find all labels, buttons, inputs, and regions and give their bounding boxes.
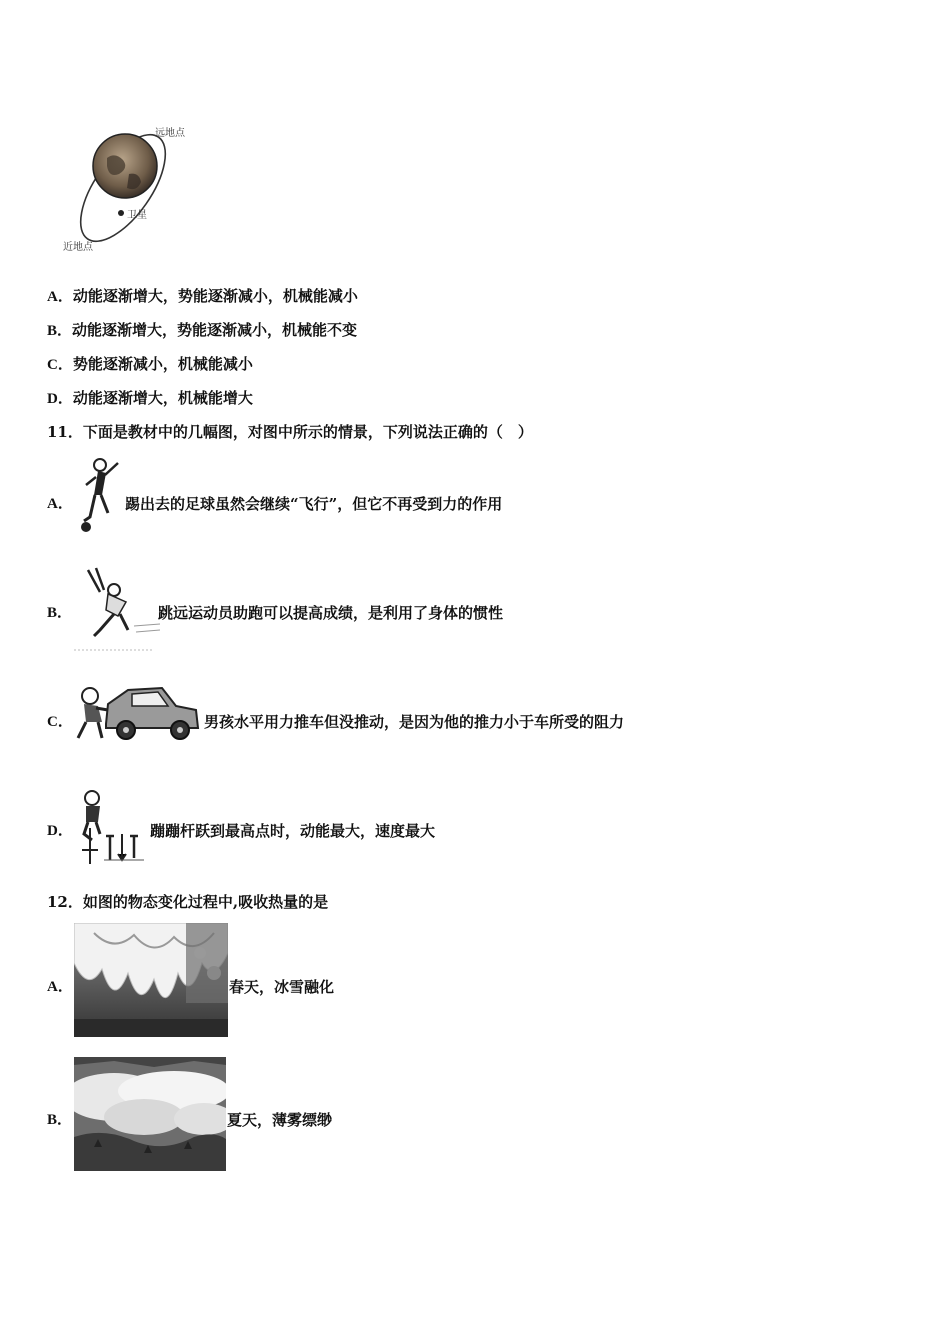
option-text: 动能逐渐增大，势能逐渐减小，机械能减小 (72, 287, 358, 305)
q11-option-d-text: 蹦蹦杆跃到最高点时，动能最大，速度最大 (150, 822, 436, 840)
option-text: 动能逐渐增大，势能逐渐减小，机械能不变 (72, 321, 358, 339)
option-text: 势能逐渐减小，机械能减小 (72, 355, 253, 373)
q10-option-a (47, 286, 358, 307)
q10-option-b (47, 320, 357, 341)
orbit-label-top: 远地点 (155, 128, 185, 139)
option-letter: C． (47, 357, 73, 373)
q11-option-a-text: 踢出去的足球虽然会继续“飞行”，但它不再受到力的作用 (125, 495, 503, 513)
q10-option-d (47, 388, 253, 409)
q12-option-b-text: 夏天，薄雾缥缈 (227, 1111, 333, 1129)
orbit-label-satellite: 卫星 (127, 210, 147, 221)
q11-option-c-letter: C． (47, 714, 73, 730)
melting-ice-image (74, 923, 228, 1037)
q11-option-c-text: 男孩水平用力推车但没推动，是因为他的推力小于车所受的阻力 (204, 713, 625, 731)
q11-option-d-letter: D． (47, 823, 73, 839)
q11-option-b-letter: B． (47, 605, 73, 621)
orbit-figure (55, 118, 205, 258)
q12-option-a-letter: A． (47, 979, 73, 995)
option-letter: B． (47, 323, 73, 339)
q12-option-b-letter: B． (47, 1112, 73, 1128)
option-letter: D． (47, 391, 73, 407)
q12-option-a-text: 春天，冰雪融化 (229, 978, 335, 996)
soccer-player-image (72, 455, 124, 535)
q11-stem: 11．下面是教材中的几幅图，对图中所示的情景，下列说法正确的（ ） (47, 423, 533, 441)
long-jumper-image (70, 564, 160, 656)
q10-option-c (47, 354, 253, 375)
q11-option-a-letter: A． (47, 496, 73, 512)
q11-option-b-text: 跳远运动员助跑可以提高成绩，是利用了身体的惯性 (158, 604, 504, 622)
boy-pushing-car-image (72, 676, 202, 744)
pogo-stick-image (74, 788, 150, 870)
option-text: 动能逐渐增大，机械能增大 (72, 389, 253, 407)
option-letter: A． (47, 289, 73, 305)
q12-stem: 12．如图的物态变化过程中,吸收热量的是 (47, 893, 329, 911)
orbit-label-bottom: 近地点 (63, 242, 93, 253)
mist-landscape-image (74, 1057, 226, 1171)
